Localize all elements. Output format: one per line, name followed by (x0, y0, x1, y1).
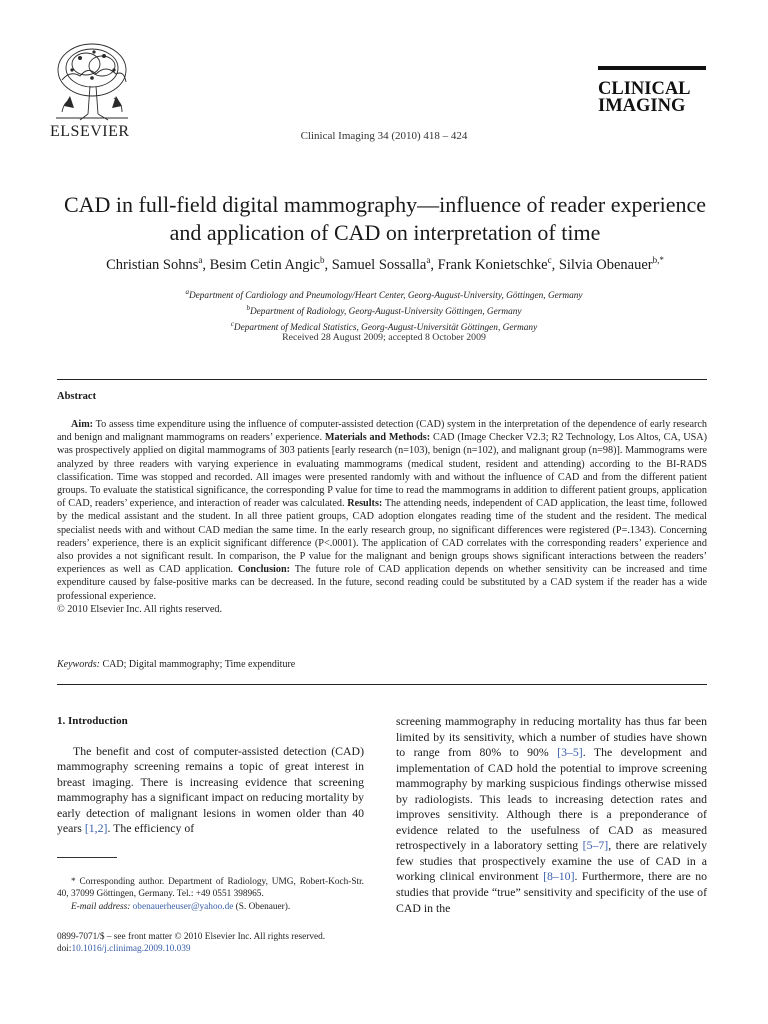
elsevier-tree-icon (50, 40, 134, 122)
email-link[interactable]: obenauerheuser@yahoo.de (132, 901, 234, 912)
masthead-line-1: CLINICAL (598, 79, 691, 99)
keywords: Keywords: CAD; Digital mammography; Time expenditure (57, 659, 296, 670)
title-line-2: and application of CAD on interpretation of time (169, 220, 601, 245)
affiliation: $^c$Department of Medical Statistics, Georg-August-Universität Göttingen, Germany (230, 320, 538, 334)
abstract-copyright: © 2010 Elsevier Inc. All rights reserved. (57, 603, 223, 615)
email-line: E-mail address: obenauerheuser@yahoo.de (S. Obenauer). (71, 901, 291, 912)
left-column (57, 714, 364, 837)
doi-link[interactable]: 10.1016/j.clinimag.2009.10.039 (71, 944, 191, 955)
footnote (57, 876, 364, 913)
abstract-top-rule (57, 379, 707, 380)
author: Besim Cetin Angic$^b$, (209, 255, 332, 273)
journal-masthead (598, 81, 708, 115)
intro-paragraph-continued: screening mammography in reducing mortality has thus far been limited by its sensitivity, which a number of studies have shown to range from 80% to 90% [3–5]. The development and implementation of CAD hold the potential to improve screening mammography by marking suspicious findings otherwise missed by radiologists. This leads to increasing detection rates and improves sensitivity. Although there is a preponderance of evidence related to the usefulness of CAD as measured retrospectively in a laboratory setting [5–7], there are relatively few studies that prospectively examine the use of CAD in a working clinical environment [8–10]. Furthermore, there are no studies that provide “true” sensitivity and specificity of the use of CAD in the (396, 714, 708, 915)
article-title (40, 191, 730, 247)
author: Silvia Obenauer$^{b,*}$ (558, 255, 664, 273)
abstract-body (57, 418, 707, 616)
issn-line: 0899-7071/$ – see front matter © 2010 Elsevier Inc. All rights reserved. (57, 932, 326, 942)
affiliation: $^a$Department of Cardiology and Pneumology/Heart Center, Georg-August-University, Göttingen, Germany (185, 288, 583, 302)
intro-paragraph: The benefit and cost of computer-assisted detection (CAD) mammography screening remains a topic of great interest in breast imaging. There is increasing evidence that screening mammography has a significant impact on reducing mortality by early detection of malignant lesions in women older than 40 years [1,2]. The efficiency of (57, 743, 364, 836)
author: Christian Sohns$^a$, (106, 255, 210, 273)
citation-link[interactable]: [5–7] (582, 838, 609, 853)
masthead-line-2: IMAGING (598, 96, 686, 116)
publisher-name: ELSEVIER (50, 123, 130, 140)
elsevier-logo (50, 40, 134, 141)
author: Samuel Sossalla$^a$, (331, 255, 438, 273)
right-column (396, 714, 707, 916)
citation-link[interactable]: [1,2] (84, 821, 108, 836)
abstract-paragraph: Aim: To assess time expenditure using the influence of computer-assisted detection (CAD) system in the interpretation of the dependence of early research and benign and malignant mammograms on readers’ experience. Materials and Methods: CAD (Image Checker V2.3; R2 Technology, Los Altos, CA, USA) was prospectively applied on digital mammograms of 303 patients [early research (n=103), benign (n=102), and malignant group (n=98)]. Mammograms were analyzed by three readers with varying experience in evaluating mammograms (medical student, resident and attending) according to the BI-RADS classification. Time was stopped and recorded. All images were presented randomly with and without the influence of CAD and from the different patient groups. To evaluate the statistical significance, the corresponding P value for time to read the mammograms in addition to different patient groups, application of CAD, readers’ experience, and interaction of reader was calculated. Results: The attending needs, independent of CAD application, the least time, followed by the medical assistant and the student. In all three patient groups, CAD adoption elongates reading time of the student and the resident. The medical specialist needs with and without CAD median the same time. In the early research group, no significant differences were registered (P=.1343). Concerning readers’ experience, there is an explicit significant difference (P<.0001). The application of CAD correlates with the corresponding readers’ experience and also provides a not significant result. In comparison, the P value for the malignant and benign groups shows significant interactions between the readers’ experiences as well as CAD application. Conclusion: The future role of CAD application depends on whether sensitivity can be increased and time expenditure caused by false-positive marks can be decreased. In the future, second reading could be substituted by a CAD system if the reader has a wide professional experience. (57, 419, 707, 602)
abstract-heading: Abstract (57, 391, 97, 402)
title-line-1: CAD in full-field digital mammography—influence of reader experience (63, 192, 707, 217)
author-list (30, 255, 740, 274)
corresponding-author-note: * Corresponding author. Department of Radiology, UMG, Robert-Koch-Str. 40, 37099 Göttingen, Germany. Tel.: +49 0551 398965. (57, 877, 364, 900)
affiliations (0, 286, 768, 334)
citation-link[interactable]: [8–10] (543, 869, 575, 884)
masthead-rule (598, 66, 706, 70)
citation-link[interactable]: [3–5] (557, 745, 583, 760)
received-dates: Received 28 August 2009; accepted 8 October 2009 (282, 332, 486, 343)
footnote-rule (57, 857, 117, 858)
issn-doi (57, 931, 377, 956)
journal-reference: Clinical Imaging 34 (2010) 418 – 424 (300, 130, 468, 142)
author: Frank Konietschke$^c$, (437, 255, 559, 273)
abstract-bottom-rule (57, 684, 707, 685)
affiliation: $^b$Department of Radiology, Georg-August-University Göttingen, Germany (246, 304, 522, 318)
doi-line: doi:10.1016/j.clinimag.2009.10.039 (57, 944, 191, 955)
section-heading: 1. Introduction (57, 715, 128, 727)
